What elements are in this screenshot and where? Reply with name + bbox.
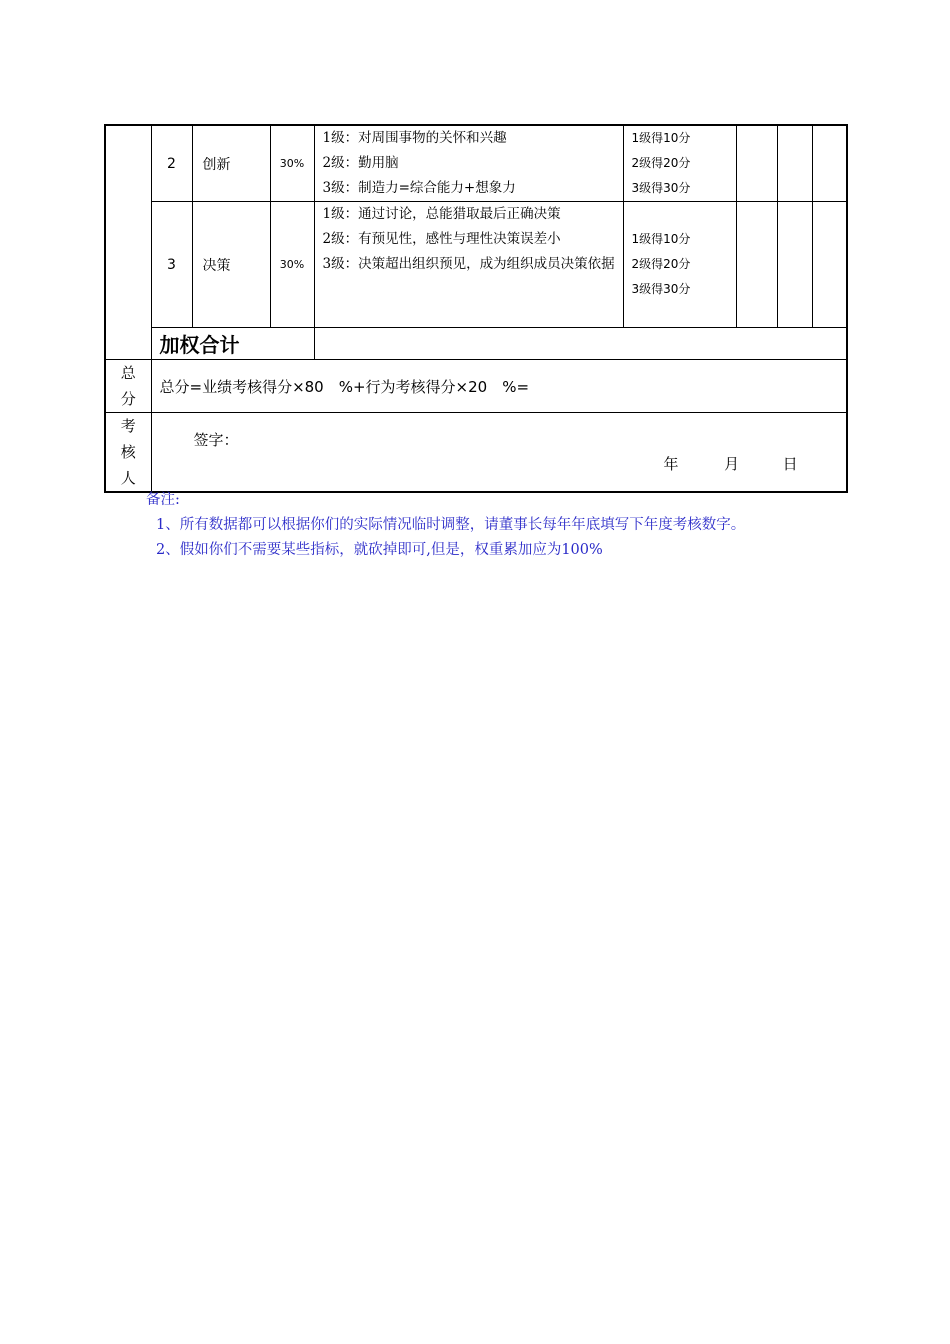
level-line: 2级：有预见性，感性与理性决策误差小 [322,231,561,247]
row-number: 2 [151,125,192,202]
day-label: 日 [782,455,798,473]
level-line: 1级：通过讨论，总能猎取最后正确决策 [322,206,561,222]
review-score-cell[interactable] [777,202,812,328]
signature-cell[interactable] [151,413,847,493]
score-line: 3级得30分 [631,181,691,195]
score-line: 3级得30分 [631,282,691,296]
reviewer-label-text: 考核人 [120,417,136,487]
signature-label: 签字： [193,431,239,449]
notes-section [146,488,816,563]
row-number: 3 [151,202,192,328]
score-line: 1级得10分 [631,232,691,246]
indicator-name: 创新 [192,125,270,202]
category-cell [105,125,151,360]
score-rules [623,202,736,328]
self-score-cell[interactable] [736,125,777,202]
score-line: 2级得20分 [631,156,691,170]
note-item: 2、假如你们不需要某些指标，就砍掉即可,但是，权重累加应为100% [156,542,603,558]
notes-title: 备注: [146,492,180,508]
weighted-total-value[interactable] [314,328,847,360]
total-score-label-text: 总分 [120,364,136,408]
total-score-row [105,360,847,413]
signature-date [664,453,798,474]
table-row [105,125,847,202]
total-score-label [105,360,151,413]
reviewer-label [105,413,151,493]
note-item: 1、所有数据都可以根据你们的实际情况临时调整，请董事长每年年底填写下年度考核数字。 [156,517,746,533]
weighted-total-label: 加权合计 [151,328,314,360]
level-description [314,125,623,202]
reviewer-row [105,413,847,493]
weighted-total-row [105,328,847,360]
total-score-formula: 总分=业绩考核得分×80 %+行为考核得分×20 %= [151,360,847,413]
year-label: 年 [663,455,679,473]
month-label: 月 [724,455,740,473]
final-score-cell[interactable] [812,202,847,328]
final-score-cell[interactable] [812,125,847,202]
level-line: 2级：勤用脑 [322,155,399,171]
level-line: 3级：决策超出组织预见，成为组织成员决策依据 [322,256,615,272]
evaluation-table [104,124,848,493]
score-line: 2级得20分 [631,257,691,271]
level-description [314,202,623,328]
score-line: 1级得10分 [631,131,691,145]
score-rules [623,125,736,202]
level-line: 1级：对周围事物的关怀和兴趣 [322,130,507,146]
level-line: 3级：制造力=综合能力+想象力 [322,180,516,196]
indicator-weight: 30% [270,202,314,328]
indicator-weight: 30% [270,125,314,202]
table-row [105,202,847,328]
self-score-cell[interactable] [736,202,777,328]
review-score-cell[interactable] [777,125,812,202]
indicator-name: 决策 [192,202,270,328]
